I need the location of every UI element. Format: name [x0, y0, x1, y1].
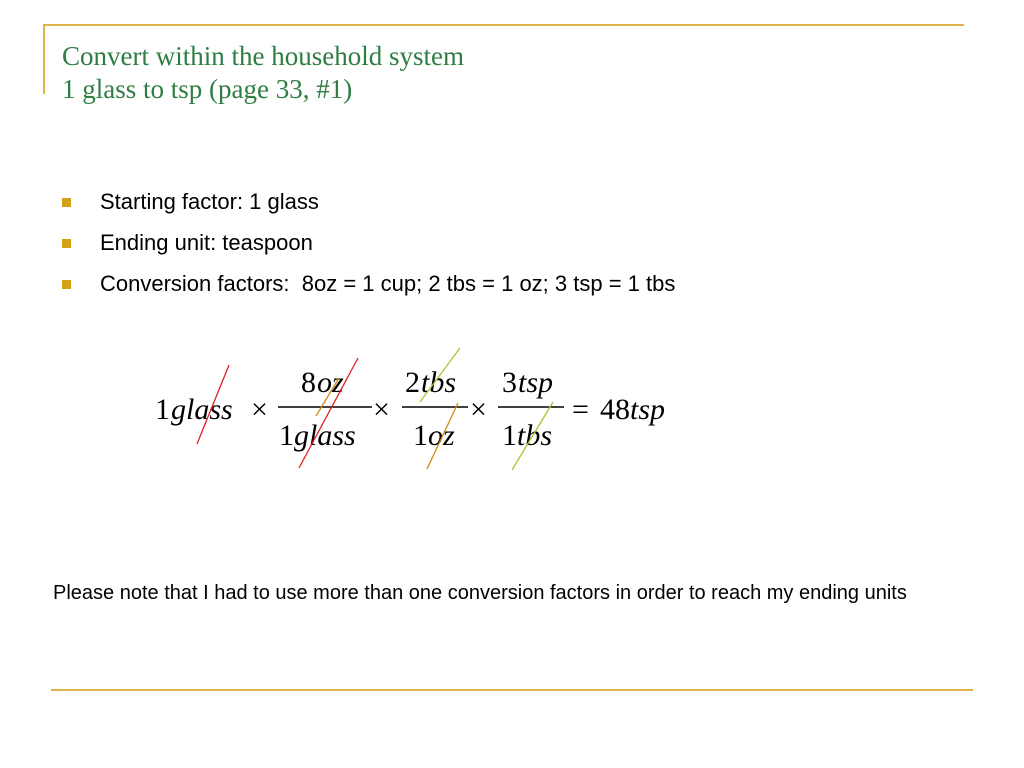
- bullet-text: Conversion factors: 8oz = 1 cup; 2 tbs = 1 oz; 3 tsp = 1 tbs: [100, 271, 676, 296]
- factor2-den-coef: 1: [413, 419, 428, 452]
- factor2-num-coef: 2: [405, 366, 420, 399]
- times-sign: ×: [373, 393, 390, 426]
- factor3-num-unit: tsp: [518, 366, 554, 399]
- factor1-num-unit: oz: [317, 366, 344, 399]
- title-line-1: Convert within the household system: [62, 41, 464, 71]
- factor3-num-coef: 3: [502, 366, 517, 399]
- equals-sign: =: [572, 393, 589, 426]
- note-text: Please note that I had to use more than one conversion factors in order to reach my ending units: [53, 582, 907, 604]
- square-bullet-icon: [62, 239, 71, 248]
- square-bullet-icon: [62, 280, 71, 289]
- factor2-den-unit: oz: [428, 419, 455, 452]
- result-unit: tsp: [630, 393, 666, 426]
- title-line-2: 1 glass to tsp (page 33, #1): [62, 74, 353, 104]
- slide-title: [62, 40, 464, 106]
- square-bullet-icon: [62, 198, 71, 207]
- start-unit: glass: [171, 393, 233, 426]
- factor3-den-unit: tbs: [517, 419, 553, 452]
- top-accent-rule: [43, 24, 964, 26]
- bottom-accent-rule: [51, 689, 973, 691]
- times-sign: ×: [251, 393, 268, 426]
- bullet-text: Ending unit: teaspoon: [100, 230, 313, 255]
- start-coef: 1: [155, 393, 170, 426]
- factor1-den-unit: glass: [294, 419, 356, 452]
- left-accent-rule: [43, 24, 45, 94]
- factor1-num-coef: 8: [301, 366, 316, 399]
- factor3-den-coef: 1: [502, 419, 517, 452]
- factor1-den-coef: 1: [279, 419, 294, 452]
- factor2-num-unit: tbs: [421, 366, 457, 399]
- times-sign: ×: [470, 393, 487, 426]
- bullet-text: Starting factor: 1 glass: [100, 189, 319, 214]
- conversion-equation: [140, 340, 700, 480]
- result-coef: 48: [600, 393, 630, 426]
